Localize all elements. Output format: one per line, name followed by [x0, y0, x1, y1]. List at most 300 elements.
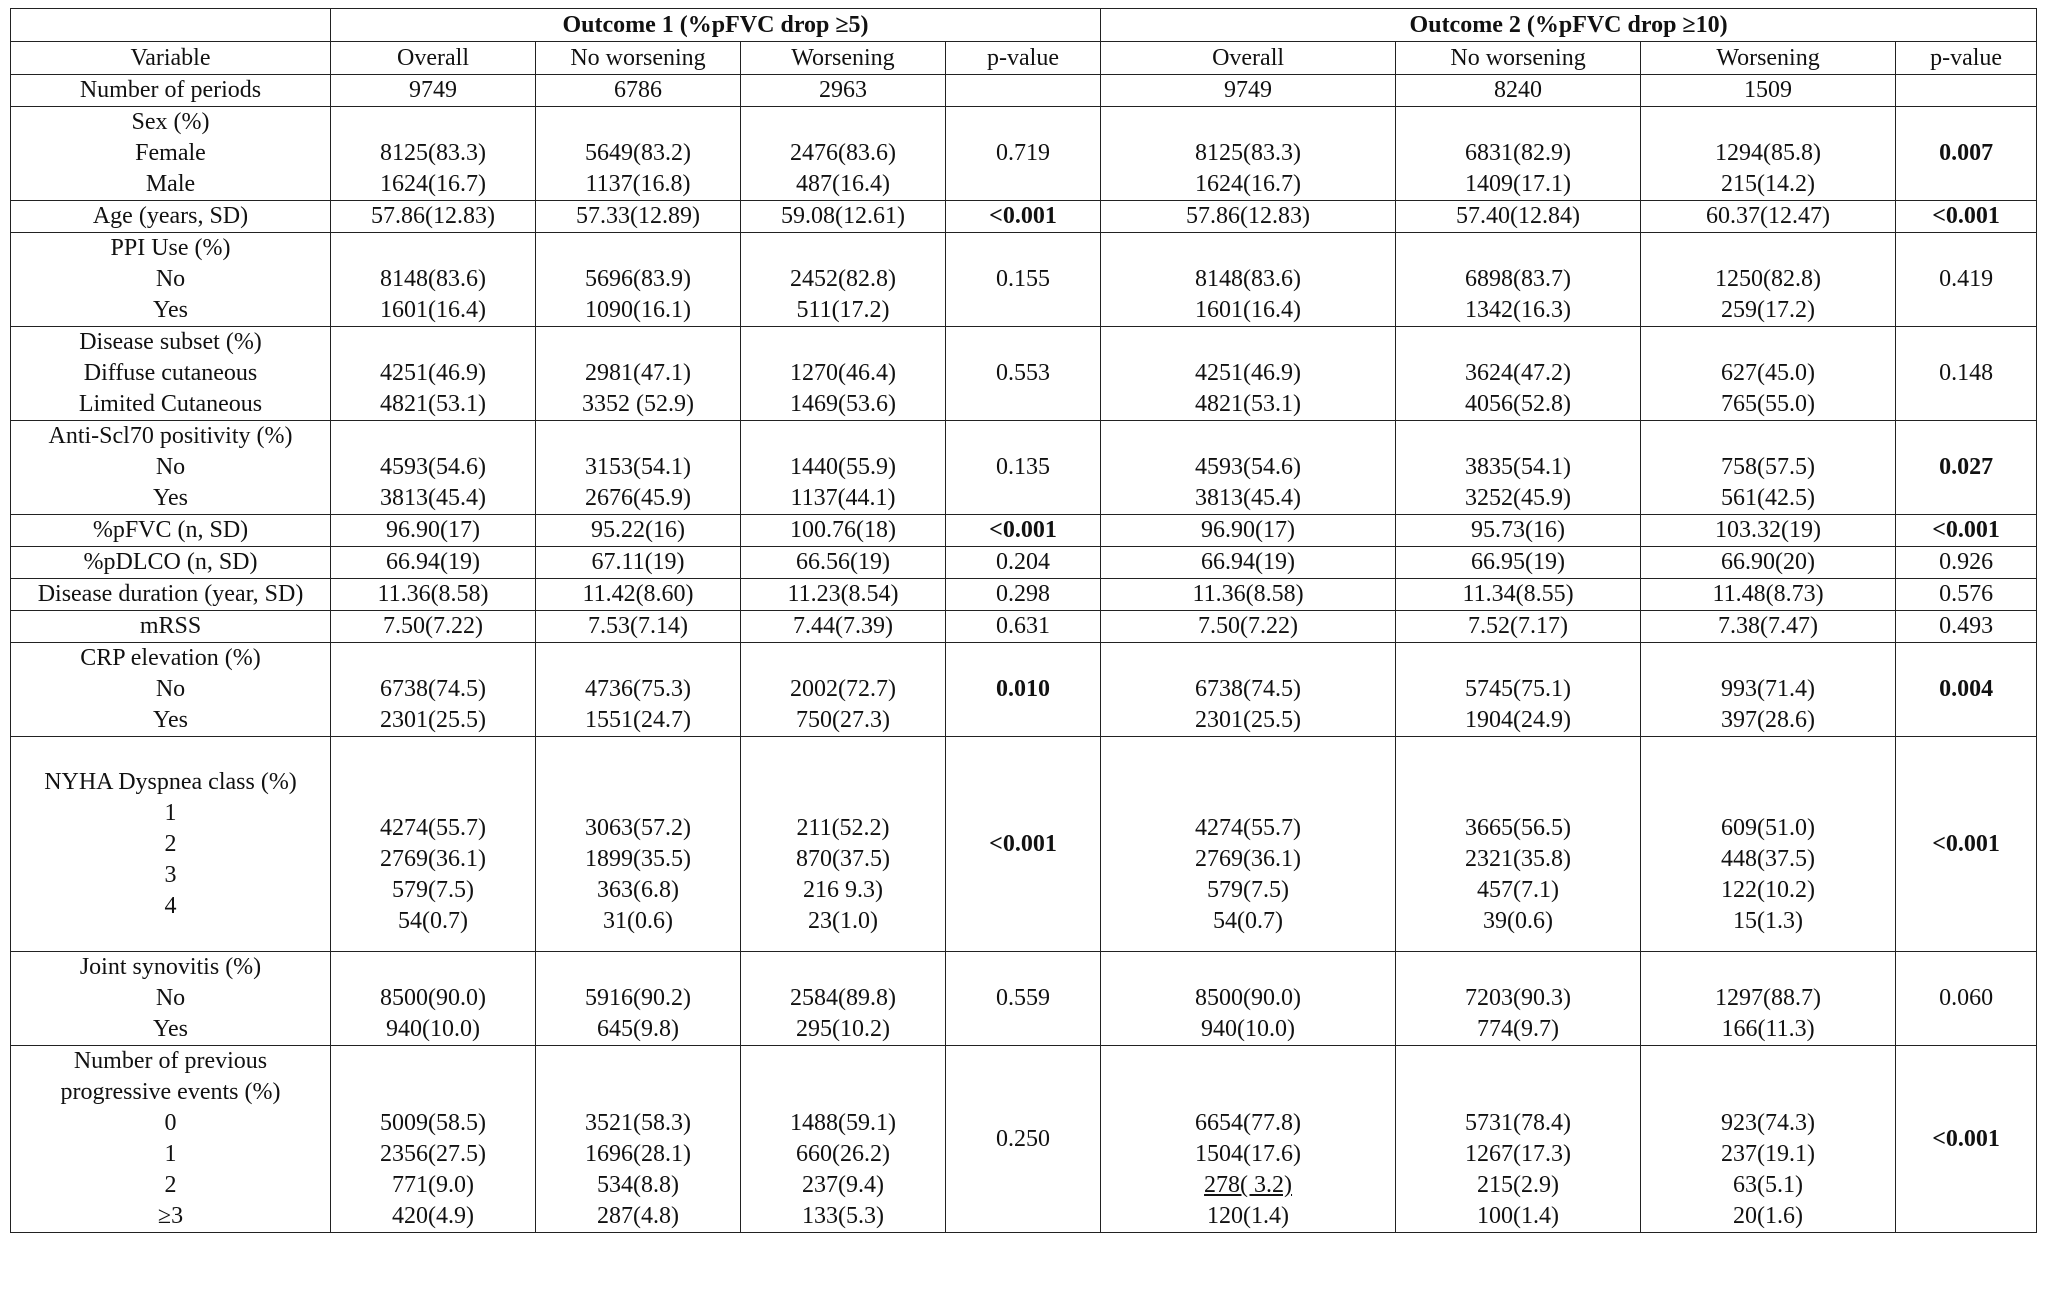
- variable-sublabel: 3: [164, 861, 177, 888]
- cell-line: [1402, 327, 1634, 358]
- value-cell: [1101, 515, 1396, 547]
- cell-line: 5009(58.5): [380, 1110, 486, 1136]
- value-cell: [536, 952, 741, 1046]
- table-row: [11, 611, 2037, 643]
- cell-line: 3835(54.1): [1465, 454, 1572, 480]
- value-cell: [1641, 515, 1896, 547]
- cell-line: 1409(17.1): [1465, 171, 1572, 197]
- cell-line: [1402, 782, 1634, 813]
- cell-line: 8148(83.6): [1195, 266, 1302, 292]
- cell-line: ≥3: [157, 1203, 184, 1229]
- table-row: [11, 515, 2037, 547]
- cell-line: 1440(55.9): [790, 454, 896, 480]
- cell-line: [1647, 233, 1889, 264]
- spacer: [1647, 751, 1889, 782]
- table-row: [11, 327, 2037, 421]
- cell-line: 3521(58.3): [585, 1110, 691, 1136]
- cell-line: 133(5.3): [802, 1203, 884, 1229]
- value-cell: [331, 515, 536, 547]
- cell-line: Anti-Scl70 positivity (%): [48, 423, 293, 449]
- cell-line: 579(7.5): [392, 877, 474, 903]
- spacer: [1402, 1046, 1634, 1077]
- cell-line: 2963: [819, 77, 867, 103]
- cell-line: 211(52.2): [796, 815, 890, 841]
- variable-cell: [11, 515, 331, 547]
- cell-line: 7203(90.3): [1465, 985, 1572, 1011]
- cell-line: 579(7.5): [1207, 877, 1290, 903]
- value-cell: [1641, 1046, 1896, 1233]
- outcome1-header: Outcome 1 (%pFVC drop ≥5): [331, 9, 1101, 42]
- cell-line: 923(74.3): [1721, 1110, 1816, 1136]
- variable-cell: [11, 547, 331, 579]
- value-cell: [741, 515, 946, 547]
- cell-line: 215(2.9): [1477, 1172, 1560, 1198]
- value-cell: [741, 201, 946, 233]
- col-o1-no-worsening: No worsening: [536, 42, 741, 75]
- cell-line: 8240: [1494, 77, 1543, 103]
- value-cell: [741, 327, 946, 421]
- cell-line: 5649(83.2): [585, 140, 691, 166]
- pvalue-cell: <0.001: [946, 515, 1101, 547]
- value-cell: [331, 201, 536, 233]
- pvalue-cell: <0.001: [1896, 515, 2037, 547]
- pvalue-cell: 0.010: [946, 643, 1101, 737]
- cell-line: Number of previous progressive events (%): [60, 1048, 281, 1105]
- pvalue-cell: 0.493: [1896, 611, 2037, 643]
- cell-line: 940(10.0): [386, 1016, 480, 1042]
- cell-line: 11.36(8.58): [377, 581, 489, 607]
- variable-sublabel: 4: [164, 892, 177, 919]
- cell-line: 59.08(12.61): [781, 203, 905, 229]
- cell-line: 2301(25.5): [1195, 707, 1302, 733]
- value-cell: [1396, 75, 1641, 107]
- cell-line: 1624(16.7): [1195, 171, 1302, 197]
- cell-line: 7.52(7.17): [1468, 613, 1569, 639]
- cell-line: 63(5.1): [1733, 1172, 1804, 1198]
- cell-line: 1267(17.3): [1465, 1141, 1572, 1167]
- cell-line: 1488(59.1): [790, 1110, 896, 1136]
- spacer: [337, 751, 529, 782]
- variable-sublabel: 1: [164, 799, 177, 826]
- table-row: [11, 421, 2037, 515]
- spacer: [542, 1046, 734, 1077]
- value-cell: [1396, 515, 1641, 547]
- value-cell: [741, 421, 946, 515]
- cell-line: 4821(53.1): [1195, 391, 1302, 417]
- value-cell: [741, 75, 946, 107]
- cell-line: 11.23(8.54): [787, 581, 899, 607]
- cell-line: 23(1.0): [808, 908, 878, 934]
- cell-line: [1107, 782, 1389, 813]
- group-header-row: [11, 9, 2037, 42]
- pvalue-cell: 0.719: [946, 107, 1101, 201]
- cell-line: 774(9.7): [1477, 1016, 1560, 1042]
- cell-line: 4274(55.7): [1195, 815, 1302, 841]
- value-cell: [331, 107, 536, 201]
- value-cell: [331, 327, 536, 421]
- table-row: [11, 107, 2037, 201]
- cell-line: 3813(45.4): [380, 485, 486, 511]
- variable-cell: [11, 107, 331, 201]
- cell-line: 8125(83.3): [1195, 140, 1302, 166]
- cell-line: Yes: [153, 297, 188, 323]
- value-cell: [1641, 611, 1896, 643]
- table-row: [11, 233, 2037, 327]
- cell-line: 9749: [409, 77, 457, 103]
- value-cell: [536, 515, 741, 547]
- cell-line: 420(4.9): [392, 1203, 474, 1229]
- cell-line: mRSS: [139, 613, 202, 639]
- cell-line: 237(19.1): [1721, 1141, 1816, 1167]
- cell-line: 54(0.7): [398, 908, 468, 934]
- pvalue-cell: 0.148: [1896, 327, 2037, 421]
- value-cell: [331, 952, 536, 1046]
- cell-line: 511(17.2): [796, 297, 890, 323]
- cell-line: 216 9.3): [803, 877, 883, 903]
- value-cell: [1641, 107, 1896, 201]
- cell-line: 8148(83.6): [380, 266, 486, 292]
- cell-line: 7.50(7.22): [383, 613, 483, 639]
- cell-line: No: [155, 454, 186, 480]
- value-cell: [741, 952, 946, 1046]
- cell-line: [1107, 952, 1389, 983]
- cell-line: Male: [145, 171, 196, 197]
- cell-line: 57.86(12.83): [371, 203, 495, 229]
- cell-line: 5731(78.4): [1465, 1110, 1572, 1136]
- value-cell: [1641, 579, 1896, 611]
- cell-line: [747, 782, 939, 813]
- col-o2-no-worsening: No worsening: [1396, 42, 1641, 75]
- pvalue-cell: <0.001: [1896, 201, 2037, 233]
- cell-line: 771(9.0): [392, 1172, 474, 1198]
- cell-line: [337, 782, 529, 813]
- cell-line: 993(71.4): [1721, 676, 1816, 702]
- cell-line: 2356(27.5): [380, 1141, 486, 1167]
- cell-line: [747, 1077, 939, 1108]
- cell-line: No: [155, 676, 186, 702]
- cell-line: 3063(57.2): [585, 815, 691, 841]
- cell-line: 15(1.3): [1733, 908, 1804, 934]
- cell-line: Limited Cutaneous: [78, 391, 263, 417]
- table-row: [11, 75, 2037, 107]
- cell-line: [1647, 782, 1889, 813]
- cell-line: 1904(24.9): [1465, 707, 1572, 733]
- value-cell: [1641, 737, 1896, 952]
- cell-line: 363(6.8): [597, 877, 679, 903]
- value-cell: [331, 611, 536, 643]
- value-cell: [741, 233, 946, 327]
- cell-line: 6898(83.7): [1465, 266, 1572, 292]
- value-cell: [536, 201, 741, 233]
- value-cell: [741, 1046, 946, 1233]
- value-cell: [331, 421, 536, 515]
- cell-line: 7.50(7.22): [1198, 613, 1299, 639]
- cell-line: [1402, 233, 1634, 264]
- cell-line: 259(17.2): [1721, 297, 1816, 323]
- cell-line: 534(8.8): [597, 1172, 679, 1198]
- value-cell: [1641, 421, 1896, 515]
- col-o1-overall: Overall: [331, 42, 536, 75]
- cell-line: 6738(74.5): [380, 676, 486, 702]
- value-cell: [1101, 643, 1396, 737]
- table-row: [11, 952, 2037, 1046]
- cell-line: CRP elevation (%): [80, 645, 261, 671]
- pvalue-cell: 0.250: [946, 1046, 1101, 1233]
- cell-line: 2321(35.8): [1465, 846, 1572, 872]
- cell-line: [747, 952, 939, 983]
- cell-line: 765(55.0): [1721, 391, 1816, 417]
- corner-cell: [11, 9, 331, 42]
- cell-line: 750(27.3): [796, 707, 890, 733]
- col-o1-pvalue: p-value: [946, 42, 1101, 75]
- cell-line: [1107, 421, 1389, 452]
- cell-line: 627(45.0): [1721, 360, 1816, 386]
- cell-line: Joint synovitis (%): [79, 954, 262, 980]
- cell-line: 609(51.0): [1721, 815, 1816, 841]
- cell-line: 758(57.5): [1721, 454, 1816, 480]
- variable-cell: [11, 327, 331, 421]
- cell-line: [1647, 1077, 1889, 1108]
- pvalue-cell: 0.027: [1896, 421, 2037, 515]
- cell-line: 100(1.4): [1477, 1203, 1560, 1229]
- pvalue-cell: <0.001: [946, 201, 1101, 233]
- value-cell: [1396, 107, 1641, 201]
- cell-line: 1294(85.8): [1715, 140, 1822, 166]
- cell-line: 1469(53.6): [790, 391, 896, 417]
- value-cell: [1101, 547, 1396, 579]
- cell-line: [542, 233, 734, 264]
- cell-line: [1402, 952, 1634, 983]
- cell-line: [337, 107, 529, 138]
- variable-cell: [11, 952, 331, 1046]
- cell-line: 66.95(19): [1471, 549, 1566, 575]
- cell-line: 2769(36.1): [1195, 846, 1302, 872]
- cell-line: 0: [164, 1110, 177, 1136]
- pvalue-cell: 0.559: [946, 952, 1101, 1046]
- value-cell: [1396, 579, 1641, 611]
- cell-line: [337, 327, 529, 358]
- cell-line: 3352 (52.9): [582, 391, 694, 417]
- pvalue-cell: 0.155: [946, 233, 1101, 327]
- table-row: [11, 643, 2037, 737]
- cell-line: [542, 421, 734, 452]
- value-cell: [536, 1046, 741, 1233]
- cell-line: Disease subset (%): [79, 329, 262, 355]
- spacer: [747, 751, 939, 782]
- value-cell: [1641, 547, 1896, 579]
- cell-line: Diffuse cutaneous: [83, 360, 258, 386]
- cell-line: 8125(83.3): [380, 140, 486, 166]
- cell-line: 2: [164, 1172, 177, 1198]
- value-cell: [1101, 201, 1396, 233]
- variable-cell: [11, 579, 331, 611]
- value-cell: [741, 107, 946, 201]
- value-cell: [536, 107, 741, 201]
- value-cell: [1641, 75, 1896, 107]
- cell-line: [337, 643, 529, 674]
- variable-cell: [11, 421, 331, 515]
- table-body: [11, 75, 2037, 1233]
- cell-line: [1107, 327, 1389, 358]
- cell-line: 60.37(12.47): [1706, 203, 1831, 229]
- cell-line: 5745(75.1): [1465, 676, 1572, 702]
- pvalue-cell: 0.135: [946, 421, 1101, 515]
- cell-line: 1137(44.1): [790, 485, 896, 511]
- cell-line: [1402, 107, 1634, 138]
- value-cell: [536, 547, 741, 579]
- spacer: [542, 751, 734, 782]
- cell-line: 122(10.2): [1721, 877, 1816, 903]
- cell-line: 11.36(8.58): [1192, 581, 1304, 607]
- value-cell: [1101, 952, 1396, 1046]
- value-cell: [1101, 75, 1396, 107]
- cell-line: %pFVC (n, SD): [92, 517, 249, 543]
- value-cell: [1101, 327, 1396, 421]
- cell-line: 1899(35.5): [585, 846, 691, 872]
- cell-line: 1624(16.7): [380, 171, 486, 197]
- cell-line: Number of periods: [79, 77, 262, 103]
- table-row: [11, 579, 2037, 611]
- cell-line: 20(1.6): [1733, 1203, 1804, 1229]
- variable-sublabel: 2: [164, 830, 177, 857]
- cell-line: 57.40(12.84): [1456, 203, 1581, 229]
- value-cell: [331, 75, 536, 107]
- cell-line: Disease duration (year, SD): [37, 581, 304, 607]
- baseline-characteristics-table: [10, 8, 2037, 1233]
- pvalue-cell: 0.553: [946, 327, 1101, 421]
- value-cell: [741, 579, 946, 611]
- cell-line: 9749: [1224, 77, 1273, 103]
- value-cell: [536, 737, 741, 952]
- column-header-row: [11, 42, 2037, 75]
- cell-line: [337, 1077, 529, 1108]
- cell-line: 448(37.5): [1721, 846, 1816, 872]
- cell-line: 31(0.6): [603, 908, 673, 934]
- cell-line: 3624(47.2): [1465, 360, 1572, 386]
- value-cell: [536, 611, 741, 643]
- cell-line: 940(10.0): [1201, 1016, 1296, 1042]
- pvalue-cell: <0.001: [1896, 1046, 2037, 1233]
- cell-line: 4274(55.7): [380, 815, 486, 841]
- cell-line: [542, 1077, 734, 1108]
- value-cell: [1101, 233, 1396, 327]
- cell-line: 11.48(8.73): [1712, 581, 1824, 607]
- variable-cell: [11, 737, 331, 952]
- cell-line: [337, 233, 529, 264]
- cell-line: 287(4.8): [597, 1203, 679, 1229]
- variable-cell: [11, 611, 331, 643]
- spacer: [1107, 751, 1389, 782]
- cell-line: [1107, 643, 1389, 674]
- cell-line: 1137(16.8): [585, 171, 691, 197]
- value-cell: [1396, 1046, 1641, 1233]
- cell-line: [337, 952, 529, 983]
- cell-line: 487(16.4): [796, 171, 890, 197]
- pvalue-cell: 0.298: [946, 579, 1101, 611]
- table-row: [11, 201, 2037, 233]
- cell-line: [542, 643, 734, 674]
- cell-line: 3153(54.1): [585, 454, 691, 480]
- variable-cell: [11, 643, 331, 737]
- cell-line: 237(9.4): [802, 1172, 884, 1198]
- cell-line: 96.90(17): [1201, 517, 1296, 543]
- cell-line: 2452(82.8): [790, 266, 896, 292]
- cell-line: [747, 643, 939, 674]
- cell-line: 397(28.6): [1721, 707, 1816, 733]
- pvalue-cell: 0.060: [1896, 952, 2037, 1046]
- pvalue-cell: [1896, 75, 2037, 107]
- col-o2-pvalue: p-value: [1896, 42, 2037, 75]
- value-cell: [1101, 107, 1396, 201]
- value-cell: [1396, 421, 1641, 515]
- cell-line: 295(10.2): [796, 1016, 890, 1042]
- col-variable: Variable: [11, 42, 331, 75]
- value-cell: [741, 611, 946, 643]
- cell-line: 67.11(19): [591, 549, 685, 575]
- value-cell: [1641, 233, 1896, 327]
- cell-line: 5696(83.9): [585, 266, 691, 292]
- value-cell: [331, 233, 536, 327]
- value-cell: [1396, 611, 1641, 643]
- cell-line: No: [155, 266, 186, 292]
- outcome2-header: Outcome 2 (%pFVC drop ≥10): [1101, 9, 2037, 42]
- cell-line: [1107, 233, 1389, 264]
- cell-line: 11.42(8.60): [582, 581, 694, 607]
- cell-line: [1647, 643, 1889, 674]
- cell-line: 2769(36.1): [380, 846, 486, 872]
- cell-line: 1: [164, 1141, 177, 1167]
- cell-line: [1402, 421, 1634, 452]
- cell-line: [747, 107, 939, 138]
- variable-label: NYHA Dyspnea class (%): [44, 768, 297, 795]
- cell-line: 7.44(7.39): [793, 613, 893, 639]
- cell-line: 4821(53.1): [380, 391, 486, 417]
- cell-line: 66.94(19): [386, 549, 480, 575]
- value-cell: [331, 737, 536, 952]
- cell-line: 645(9.8): [597, 1016, 679, 1042]
- spacer: [337, 1046, 529, 1077]
- value-cell: [331, 1046, 536, 1233]
- value-cell: [536, 643, 741, 737]
- value-cell: [1396, 952, 1641, 1046]
- value-cell: [1641, 327, 1896, 421]
- variable-cell: [11, 1046, 331, 1233]
- cell-line: 3665(56.5): [1465, 815, 1572, 841]
- cell-line: [1647, 327, 1889, 358]
- cell-line: 660(26.2): [796, 1141, 890, 1167]
- cell-line: 2476(83.6): [790, 140, 896, 166]
- value-cell: [536, 579, 741, 611]
- cell-line: 66.94(19): [1201, 549, 1296, 575]
- value-cell: [1396, 327, 1641, 421]
- cell-line: 561(42.5): [1721, 485, 1816, 511]
- cell-line: 57.33(12.89): [576, 203, 700, 229]
- cell-line: 120(1.4): [1207, 1203, 1290, 1229]
- pvalue-cell: 0.926: [1896, 547, 2037, 579]
- value-cell: [1396, 233, 1641, 327]
- spacer: [747, 1046, 939, 1077]
- variable-cell: [11, 75, 331, 107]
- cell-line: Yes: [153, 485, 188, 511]
- cell-line: [747, 233, 939, 264]
- cell-line: 7.38(7.47): [1718, 613, 1819, 639]
- cell-line: 6738(74.5): [1195, 676, 1302, 702]
- cell-line: 6831(82.9): [1465, 140, 1572, 166]
- value-cell: [1101, 611, 1396, 643]
- cell-line: 6786: [614, 77, 662, 103]
- table-row: [11, 737, 2037, 952]
- value-cell: [331, 579, 536, 611]
